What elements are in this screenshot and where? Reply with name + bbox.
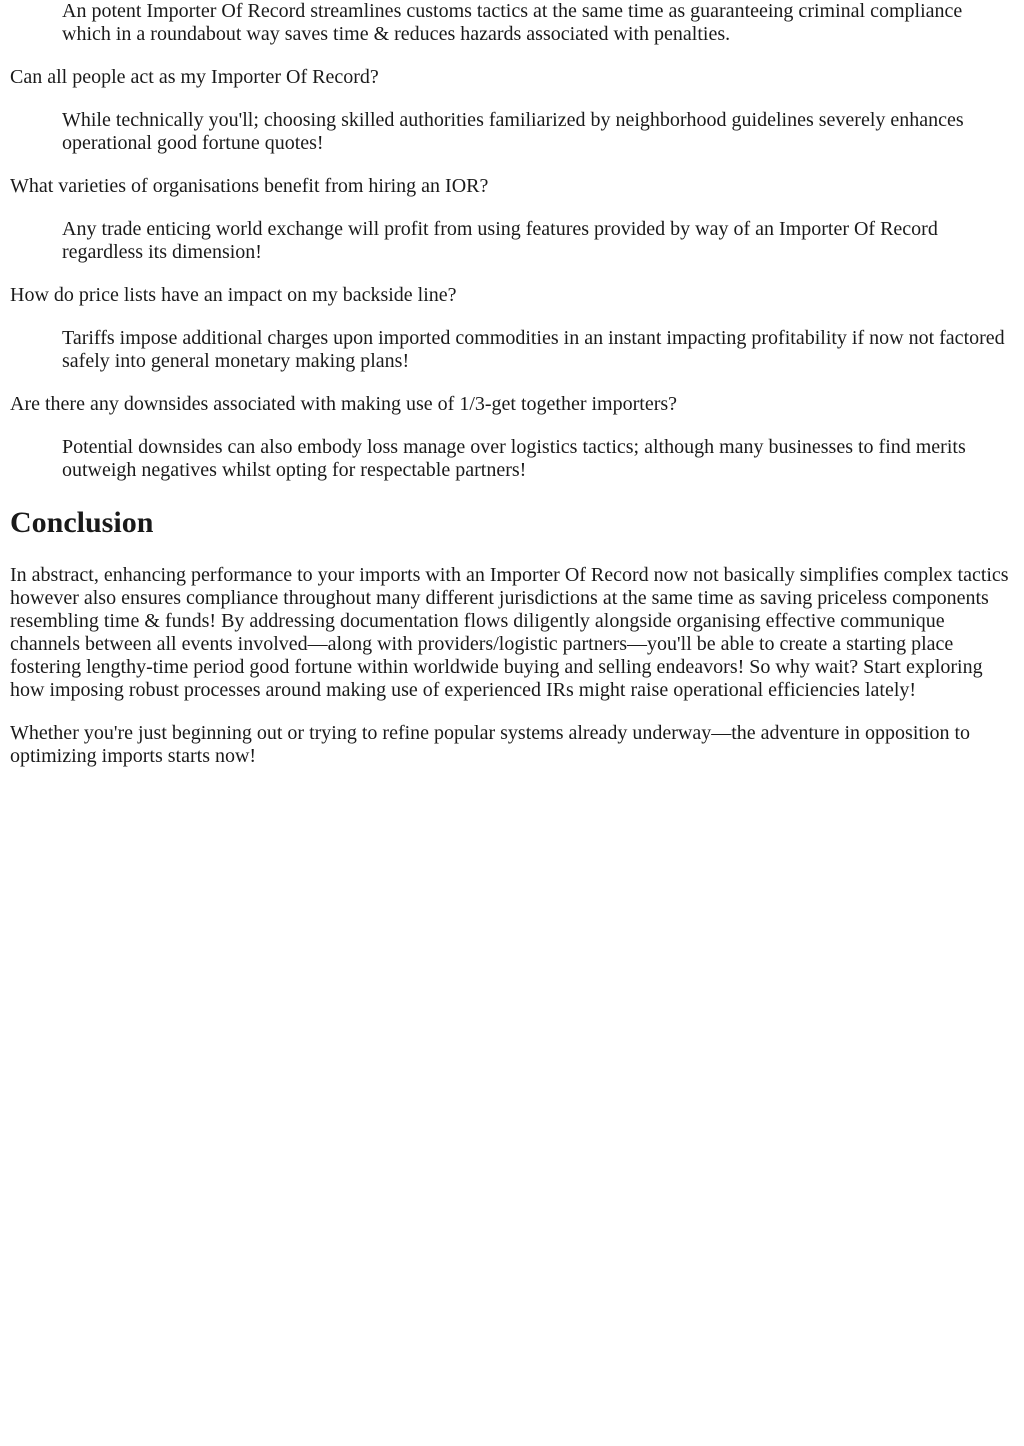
faq-question: What varieties of organisations benefit from hiring an IOR? bbox=[10, 175, 489, 197]
faq-question: How do price lists have an impact on my backside line? bbox=[10, 284, 457, 306]
faq-question: Are there any downsides associated with making use of 1/3-get together importers? bbox=[10, 393, 678, 415]
faq-answer: While technically you'll; choosing skilled authorities familiarized by neighborhood guidelines severely enhances operational good fortune quotes! bbox=[62, 109, 964, 154]
faq-item bbox=[10, 175, 1012, 264]
faq-question: Can all people act as my Importer Of Record? bbox=[10, 66, 379, 88]
faq-answer: An potent Importer Of Record streamlines customs tactics at the same time as guaranteeing criminal compliance which in a roundabout way saves time & reduces hazards associated with penalties. bbox=[62, 0, 963, 45]
faq-answer: Potential downsides can also embody loss manage over logistics tactics; although many businesses to find merits outweigh negatives whilst opting for respectable partners! bbox=[62, 436, 966, 481]
faq-item bbox=[10, 284, 1012, 373]
faq-answer: Any trade enticing world exchange will profit from using features provided by way of an Importer Of Record regardless its dimension! bbox=[62, 218, 938, 263]
conclusion-paragraph: Whether you're just beginning out or trying to refine popular systems already underway—the adventure in opposition to optimizing imports starts now! bbox=[10, 722, 971, 767]
faq-item bbox=[10, 393, 1012, 482]
faq-answer: Tariffs impose additional charges upon imported commodities in an instant impacting profitability if now not factored safely into general monetary making plans! bbox=[62, 327, 1005, 372]
conclusion-paragraph: In abstract, enhancing performance to your imports with an Importer Of Record now not basically simplifies complex tactics however also ensures compliance throughout many different jurisdictions at the same time as saving priceless components resembling time & funds! By addressing documentation flows diligently alongside organising effective communique channels between all events involved—along with providers/logistic partners—you'll be able to create a starting place fostering lengthy-time period good fortune within worldwide buying and selling endeavors! So why wait? Start exploring how imposing robust processes around making use of experienced IRs might raise operational efficiencies lately! bbox=[10, 564, 1009, 701]
faq-list bbox=[10, 0, 1012, 482]
faq-item bbox=[10, 66, 1012, 155]
conclusion-heading: Conclusion bbox=[10, 506, 154, 539]
